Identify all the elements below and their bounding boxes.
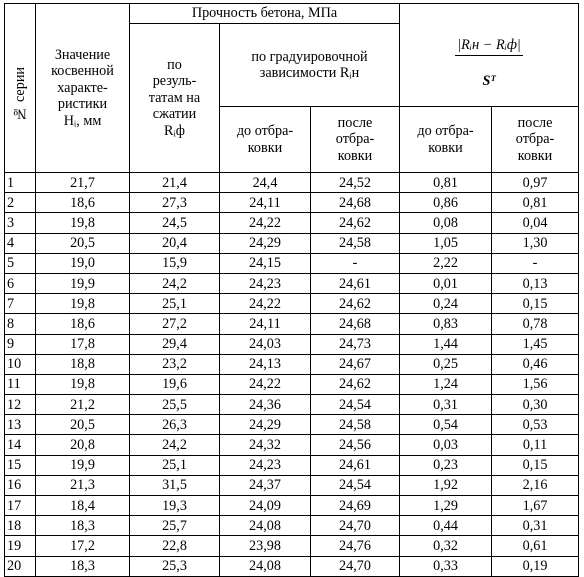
table-row	[5, 475, 579, 495]
cell-indirect-value: 19,9	[36, 273, 130, 293]
cell-compression-strength: 27,2	[130, 314, 220, 334]
cell-calib-after: 24,62	[311, 374, 400, 394]
cell-ratio-before: 0,25	[400, 354, 492, 374]
header-strength-group: Прочность бетона, МПа	[130, 4, 400, 24]
table-body	[5, 173, 579, 577]
header-ratio	[400, 4, 579, 107]
cell-ratio-before: 0,44	[400, 516, 492, 536]
cell-indirect-value: 18,6	[36, 193, 130, 213]
cell-calib-after: 24,62	[311, 213, 400, 233]
cell-series-no: 16	[5, 475, 36, 495]
data-table	[4, 3, 579, 577]
cell-compression-strength: 19,6	[130, 374, 220, 394]
cell-compression-strength: 22,8	[130, 536, 220, 556]
cell-ratio-before: 0,83	[400, 314, 492, 334]
cell-series-no: 9	[5, 334, 36, 354]
cell-ratio-before: 0,03	[400, 435, 492, 455]
table-row	[5, 455, 579, 475]
cell-ratio-before: 1,24	[400, 374, 492, 394]
cell-ratio-before: 0,08	[400, 213, 492, 233]
cell-ratio-after: 0,81	[492, 193, 579, 213]
cell-ratio-after: 0,19	[492, 556, 579, 576]
table-row	[5, 395, 579, 415]
cell-indirect-value: 18,4	[36, 496, 130, 516]
cell-calib-before: 24,03	[220, 334, 311, 354]
cell-series-no: 17	[5, 496, 36, 516]
cell-ratio-after: 1,67	[492, 496, 579, 516]
cell-series-no: 8	[5, 314, 36, 334]
table-row	[5, 233, 579, 253]
cell-indirect-value: 20,5	[36, 415, 130, 435]
cell-calib-before: 24,29	[220, 415, 311, 435]
cell-ratio-before: 0,54	[400, 415, 492, 435]
ratio-denominator: Sᵀ	[482, 73, 496, 89]
cell-calib-before: 24,08	[220, 556, 311, 576]
table-row	[5, 435, 579, 455]
cell-calib-before: 24,36	[220, 395, 311, 415]
table-row	[5, 556, 579, 576]
cell-series-no: 4	[5, 233, 36, 253]
cell-calib-after: 24,54	[311, 395, 400, 415]
cell-indirect-value: 19,8	[36, 374, 130, 394]
table-row	[5, 314, 579, 334]
cell-ratio-after: 1,45	[492, 334, 579, 354]
header-by-compression: по резуль- татам на сжатии Rᵢф	[130, 24, 220, 173]
ratio-numerator: |Rᵢʜ − Rᵢф|	[455, 37, 523, 56]
cell-compression-strength: 24,2	[130, 273, 220, 293]
table-row	[5, 334, 579, 354]
header-series-no-text: № серии	[11, 66, 28, 122]
cell-ratio-after: 1,56	[492, 374, 579, 394]
cell-indirect-value: 19,9	[36, 455, 130, 475]
cell-ratio-before: 0,33	[400, 556, 492, 576]
cell-series-no: 15	[5, 455, 36, 475]
cell-calib-before: 24,08	[220, 516, 311, 536]
table-header	[5, 4, 579, 173]
cell-calib-after: 24,70	[311, 556, 400, 576]
table-row	[5, 193, 579, 213]
cell-compression-strength: 29,4	[130, 334, 220, 354]
cell-ratio-after: 0,46	[492, 354, 579, 374]
cell-series-no: 1	[5, 173, 36, 193]
cell-calib-after: 24,76	[311, 536, 400, 556]
cell-indirect-value: 21,3	[36, 475, 130, 495]
cell-calib-after: 24,68	[311, 314, 400, 334]
cell-ratio-after: -	[492, 253, 579, 273]
table-row	[5, 173, 579, 193]
table-row	[5, 516, 579, 536]
cell-calib-before: 24,22	[220, 374, 311, 394]
cell-indirect-value: 21,7	[36, 173, 130, 193]
cell-series-no: 13	[5, 415, 36, 435]
header-ratio-before: до отбра- ковки	[400, 107, 492, 173]
cell-indirect-value: 19,8	[36, 294, 130, 314]
cell-compression-strength: 24,5	[130, 213, 220, 233]
cell-ratio-after: 0,97	[492, 173, 579, 193]
cell-calib-before: 24,29	[220, 233, 311, 253]
cell-series-no: 5	[5, 253, 36, 273]
cell-indirect-value: 20,5	[36, 233, 130, 253]
cell-calib-after: 24,52	[311, 173, 400, 193]
cell-indirect-value: 18,3	[36, 556, 130, 576]
cell-series-no: 20	[5, 556, 36, 576]
cell-indirect-value: 19,8	[36, 213, 130, 233]
cell-calib-after: 24,58	[311, 233, 400, 253]
cell-calib-after: 24,69	[311, 496, 400, 516]
header-ratio-after: после отбра- ковки	[492, 107, 579, 173]
cell-compression-strength: 19,3	[130, 496, 220, 516]
cell-calib-before: 24,22	[220, 294, 311, 314]
cell-calib-after: 24,62	[311, 294, 400, 314]
cell-calib-after: 24,58	[311, 415, 400, 435]
cell-ratio-before: 1,29	[400, 496, 492, 516]
cell-compression-strength: 25,5	[130, 395, 220, 415]
cell-calib-before: 24,23	[220, 273, 311, 293]
cell-ratio-after: 0,15	[492, 294, 579, 314]
header-calib-before: до отбра- ковки	[220, 107, 311, 173]
table-row	[5, 415, 579, 435]
table-row	[5, 536, 579, 556]
ratio-fraction	[455, 21, 523, 107]
cell-calib-before: 24,22	[220, 213, 311, 233]
cell-ratio-before: 0,81	[400, 173, 492, 193]
cell-series-no: 11	[5, 374, 36, 394]
cell-calib-after: 24,56	[311, 435, 400, 455]
cell-ratio-before: 0,01	[400, 273, 492, 293]
cell-indirect-value: 18,8	[36, 354, 130, 374]
cell-ratio-after: 2,16	[492, 475, 579, 495]
cell-calib-after: -	[311, 253, 400, 273]
cell-ratio-after: 0,53	[492, 415, 579, 435]
cell-series-no: 7	[5, 294, 36, 314]
cell-calib-before: 24,15	[220, 253, 311, 273]
cell-compression-strength: 25,1	[130, 455, 220, 475]
cell-ratio-before: 0,31	[400, 395, 492, 415]
cell-ratio-before: 1,92	[400, 475, 492, 495]
cell-calib-before: 24,11	[220, 193, 311, 213]
cell-calib-after: 24,67	[311, 354, 400, 374]
cell-ratio-after: 0,13	[492, 273, 579, 293]
cell-ratio-after: 0,31	[492, 516, 579, 536]
cell-calib-before: 24,09	[220, 496, 311, 516]
cell-calib-before: 24,11	[220, 314, 311, 334]
table-row	[5, 273, 579, 293]
cell-ratio-after: 0,61	[492, 536, 579, 556]
cell-compression-strength: 25,3	[130, 556, 220, 576]
cell-compression-strength: 31,5	[130, 475, 220, 495]
cell-ratio-after: 1,30	[492, 233, 579, 253]
cell-indirect-value: 17,2	[36, 536, 130, 556]
cell-calib-before: 24,13	[220, 354, 311, 374]
cell-compression-strength: 20,4	[130, 233, 220, 253]
table-row	[5, 496, 579, 516]
cell-compression-strength: 25,7	[130, 516, 220, 536]
cell-indirect-value: 21,2	[36, 395, 130, 415]
cell-indirect-value: 18,6	[36, 314, 130, 334]
cell-ratio-before: 0,24	[400, 294, 492, 314]
cell-ratio-before: 2,22	[400, 253, 492, 273]
cell-calib-after: 24,61	[311, 455, 400, 475]
header-calib-after: после отбра- ковки	[311, 107, 400, 173]
cell-calib-before: 24,32	[220, 435, 311, 455]
header-by-calibration: по градуировочной зависимости Rᵢʜ	[220, 24, 400, 107]
cell-compression-strength: 27,3	[130, 193, 220, 213]
table-row	[5, 253, 579, 273]
cell-ratio-after: 0,04	[492, 213, 579, 233]
cell-ratio-after: 0,78	[492, 314, 579, 334]
table-row	[5, 294, 579, 314]
cell-ratio-after: 0,11	[492, 435, 579, 455]
cell-ratio-before: 0,86	[400, 193, 492, 213]
cell-series-no: 2	[5, 193, 36, 213]
cell-ratio-before: 1,05	[400, 233, 492, 253]
cell-series-no: 12	[5, 395, 36, 415]
cell-calib-after: 24,68	[311, 193, 400, 213]
table-row	[5, 213, 579, 233]
cell-series-no: 19	[5, 536, 36, 556]
cell-series-no: 18	[5, 516, 36, 536]
cell-ratio-before: 0,32	[400, 536, 492, 556]
cell-ratio-after: 0,30	[492, 395, 579, 415]
cell-indirect-value: 17,8	[36, 334, 130, 354]
cell-compression-strength: 24,2	[130, 435, 220, 455]
cell-indirect-value: 20,8	[36, 435, 130, 455]
cell-calib-after: 24,61	[311, 273, 400, 293]
cell-series-no: 10	[5, 354, 36, 374]
cell-compression-strength: 15,9	[130, 253, 220, 273]
cell-compression-strength: 23,2	[130, 354, 220, 374]
cell-series-no: 14	[5, 435, 36, 455]
cell-series-no: 3	[5, 213, 36, 233]
cell-calib-after: 24,70	[311, 516, 400, 536]
header-indirect-char: Значение косвенной характе- ристики Hᵢ, мм	[36, 4, 130, 173]
cell-calib-after: 24,73	[311, 334, 400, 354]
cell-indirect-value: 18,3	[36, 516, 130, 536]
cell-calib-before: 24,4	[220, 173, 311, 193]
cell-compression-strength: 26,3	[130, 415, 220, 435]
cell-ratio-before: 0,23	[400, 455, 492, 475]
cell-calib-after: 24,54	[311, 475, 400, 495]
cell-calib-before: 24,23	[220, 455, 311, 475]
cell-compression-strength: 25,1	[130, 294, 220, 314]
cell-compression-strength: 21,4	[130, 173, 220, 193]
cell-ratio-after: 0,15	[492, 455, 579, 475]
table-row	[5, 374, 579, 394]
header-series-no	[5, 4, 36, 173]
cell-ratio-before: 1,44	[400, 334, 492, 354]
table-row	[5, 354, 579, 374]
cell-series-no: 6	[5, 273, 36, 293]
cell-indirect-value: 19,0	[36, 253, 130, 273]
cell-calib-before: 24,37	[220, 475, 311, 495]
cell-calib-before: 23,98	[220, 536, 311, 556]
